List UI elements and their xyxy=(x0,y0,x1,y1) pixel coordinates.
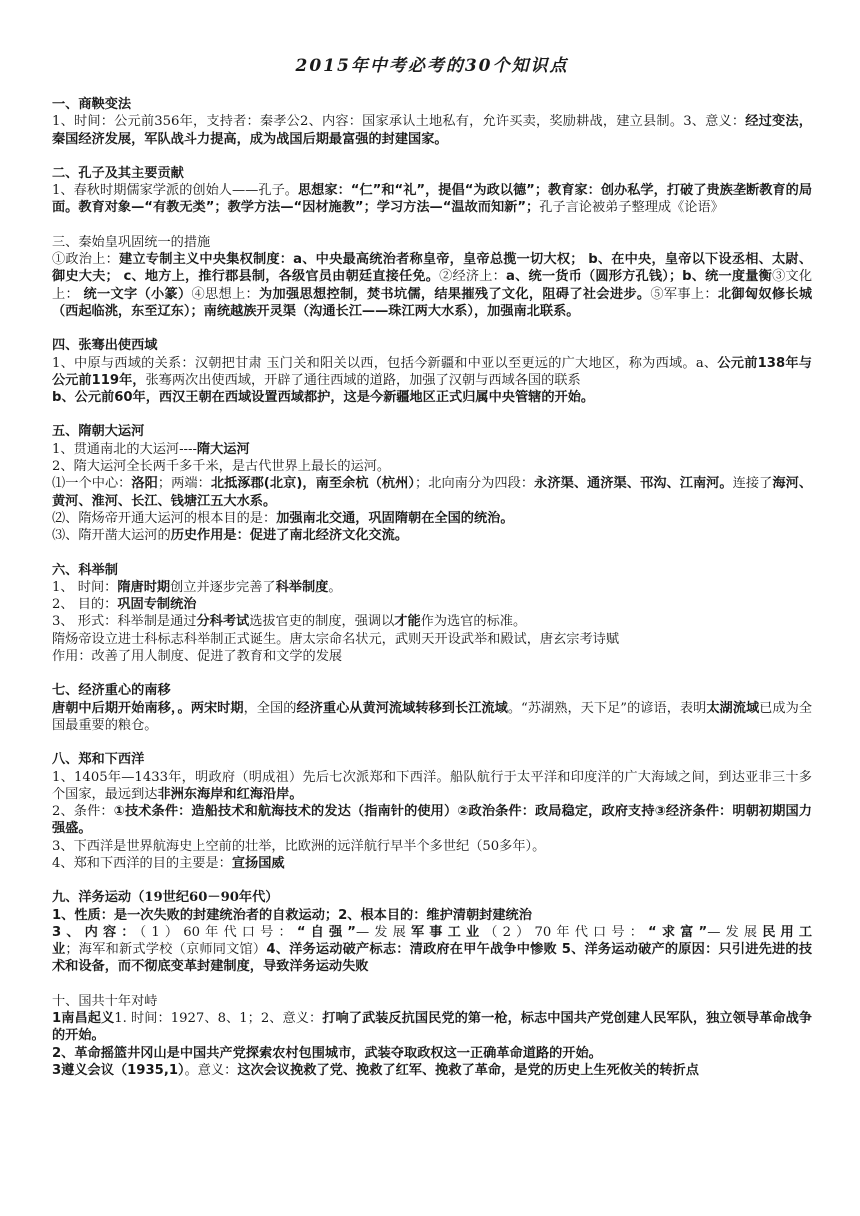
bold-text: 2、革命摇篮井冈山是中国共产党探索农村包围城市，武装夺取政权这一正确革命道路的开始。 xyxy=(52,1045,602,1061)
body-text: 1、1405年—1433年，明政府（明成祖）先后七次派郑和下西洋。船队航行于太平洋和印度洋的广大海域之间，到达亚非三十多个国家，最远到达 xyxy=(52,769,812,802)
body-text: （1）60年代口号： xyxy=(139,924,297,940)
bold-text: 唐朝中后期开始南移，。两宋时期 xyxy=(52,700,244,716)
section-paragraph xyxy=(52,613,812,630)
section-3 xyxy=(52,234,812,320)
body-text: 2、条件： xyxy=(52,804,114,820)
bold-text: 思想家：“仁”和“礼”，提倡“为政以德”；教育家：创办私学，打破了贵族垄断教育的局面。教育对象—“有教无类”；教学方法—“因材施教”；学习方法—“温故而知新”； xyxy=(52,183,813,216)
body-text: 隋炀帝设立进士科标志科举制正式诞生。唐太宗命名状元，武则天开设武举和殿试，唐玄宗考诗赋 xyxy=(52,631,620,647)
bold-text: 3遵义会议（1935,1） xyxy=(52,1062,185,1078)
section-paragraph xyxy=(52,855,812,872)
body-text: 孔子言论被弟子整理成《论语》 xyxy=(539,200,724,216)
section-7 xyxy=(52,682,812,734)
section-paragraph xyxy=(52,527,812,544)
section-paragraph xyxy=(52,355,812,390)
bold-text: 为加强思想控制，焚书坑儒，结果摧残了文化，阻碍了社会进步。 xyxy=(258,286,651,302)
section-5 xyxy=(52,423,812,544)
section-heading: 七、经济重心的南移 xyxy=(52,683,171,699)
section-6 xyxy=(52,562,812,666)
section-paragraph xyxy=(52,579,812,596)
body-text: 1、中原与西域的关系：汉朝把甘肃 玉门关和阳关以西，包括今新疆和中亚以至更远的广大地区，称为西域。a、 xyxy=(52,355,718,371)
section-paragraph xyxy=(52,389,812,406)
bold-text: 1、性质：是一次失败的封建统治者的自救运动；2、根本目的：维护清朝封建统治 xyxy=(52,907,532,923)
body-text: 作用：改善了用人制度、促进了教育和文学的发展 xyxy=(52,649,343,665)
body-text: 1、春秋时期儒家学派的创始人——孔子。 xyxy=(52,183,298,199)
body-text: —发展 xyxy=(707,924,763,940)
body-text: 2、 目的： xyxy=(52,597,118,613)
bold-text: b、公元前60年，西汉王朝在西域设置西域都护，这是今新疆地区正式归属中央管辖的开始。 xyxy=(52,390,595,406)
section-10 xyxy=(52,993,812,1079)
document-title: 2015年中考必考的30个知识点 xyxy=(295,56,569,76)
body-text: 。意义： xyxy=(184,1062,238,1078)
section-paragraph xyxy=(52,251,812,320)
bold-text: 经过变法，秦国经济发展，军队战斗力提高，成为战国后期最富强的封建国家。 xyxy=(52,114,812,147)
section-paragraph xyxy=(52,441,812,458)
bold-text: 4、洋务运动破产标志：清政府在甲午战争中惨败 5、洋务运动破产的原因：只引进先进的技术和设备，而不彻底变革封建制度，导致洋务运动失败 xyxy=(52,942,813,975)
bold-text: 历史作用是：促进了南北经济文化交流。 xyxy=(170,528,409,544)
section-heading: 五、隋朝大运河 xyxy=(52,424,145,440)
bold-text: a、统一货币（圆形方孔钱）；b、统一度量衡 xyxy=(506,269,773,285)
section-paragraph xyxy=(52,458,812,475)
body-text: 1、 时间： xyxy=(52,579,118,595)
bold-text: 隋大运河 xyxy=(196,441,250,457)
body-text: 创立并逐步完善了 xyxy=(170,579,276,595)
body-text: 1、贯通南北的大运河---- xyxy=(52,441,197,457)
section-8 xyxy=(52,751,812,872)
bold-text: 加强南北交通，巩固隋朝在全国的统治。 xyxy=(276,510,514,526)
section-paragraph xyxy=(52,648,812,665)
body-text: 4、郑和下西洋的目的主要是： xyxy=(52,855,232,871)
section-paragraph xyxy=(52,907,812,924)
section-paragraph xyxy=(52,838,812,855)
body-text: ③文化上： xyxy=(52,269,813,302)
section-heading: 十、国共十年对峙 xyxy=(52,993,158,1009)
bold-text: 经济重心从黄河流域转移到长江流域 xyxy=(296,700,508,716)
section-heading: 八、郑和下西洋 xyxy=(52,752,145,768)
section-paragraph xyxy=(52,1010,812,1045)
body-text: 2、隋大运河全长两千多千米，是古代世界上最长的运河。 xyxy=(52,459,391,475)
bold-text: 3、内容： xyxy=(52,924,140,940)
bold-text: 洛阳 xyxy=(131,476,158,492)
bold-text: 才能 xyxy=(394,614,421,630)
bold-text: 民用工业 xyxy=(52,924,813,958)
bold-text: 巩固专制统治 xyxy=(117,597,197,613)
section-1 xyxy=(52,96,812,148)
body-text: 1. 时间：1927、8、1；2、意义： xyxy=(114,1011,323,1027)
section-paragraph xyxy=(52,631,812,648)
body-text: ⑶、隋开凿大运河的 xyxy=(52,528,171,544)
bold-text: 北御匈奴修长城（西起临洮，东至辽东）；南统越族开灵渠（沟通长江——珠江两大水系），加强南北联系。 xyxy=(52,286,813,319)
bold-text: 永济渠、通济渠、邗沟、江南河。 xyxy=(534,476,733,492)
body-text: 作为选官的标准。 xyxy=(420,614,527,630)
body-text: ；两端： xyxy=(157,476,211,492)
bold-text: 非洲东海岸和红海沿岸。 xyxy=(157,786,303,802)
bold-text: 太湖流域 xyxy=(706,700,760,716)
section-heading: 一、商鞅变法 xyxy=(52,97,132,112)
section-heading: 三、秦始皇巩固统一的措施 xyxy=(52,234,211,250)
section-heading: 四、张骞出使西域 xyxy=(52,338,158,354)
body-text: ；海军和新式学校（京师同文馆） xyxy=(65,942,267,958)
body-text: ；北向南分为四段： xyxy=(414,476,535,492)
bold-text: 科举制度 xyxy=(275,579,329,595)
bold-text: 这次会议挽救了党、挽救了红军、挽救了革命，是党的历史上生死攸关的转折点 xyxy=(237,1062,699,1078)
body-text: ⑵、隋炀帝开通大运河的根本目的是： xyxy=(52,510,277,526)
body-text: 3、下西洋是世界航海史上空前的壮举，比欧洲的远洋航行早半个多世纪（50多年）。 xyxy=(52,838,546,854)
section-4 xyxy=(52,337,812,406)
body-text: 。“苏湖熟，天下足”的谚语，表明 xyxy=(507,700,707,716)
section-paragraph xyxy=(52,182,812,217)
section-paragraph xyxy=(52,113,812,148)
body-text: ②经济上： xyxy=(439,269,506,285)
bold-text: 统一文字（小篆） xyxy=(83,286,192,302)
section-paragraph xyxy=(52,803,812,838)
bold-text: 隋唐时期 xyxy=(117,579,171,595)
bold-text: 军事工业 xyxy=(410,924,485,940)
body-text: 连接了 xyxy=(732,476,773,492)
body-text: ⑴一个中心： xyxy=(52,476,132,492)
bold-text: ①技术条件：造船技术和航海技术的发达（指南针的使用）②政治条件：政局稳定，政府支持③经济条件：明朝初期国力强盛。 xyxy=(52,804,812,837)
section-paragraph xyxy=(52,769,812,804)
bold-text: 打响了武装反抗国民党的第一枪，标志中国共产党创建人民军队，独立领导革命战争的开始。 xyxy=(52,1011,812,1044)
body-text: ①政治上： xyxy=(52,252,119,268)
section-heading: 二、孔子及其主要贡献 xyxy=(52,165,184,181)
section-2 xyxy=(52,165,812,217)
section-paragraph xyxy=(52,510,812,527)
bold-text: 1南昌起义 xyxy=(52,1011,115,1027)
body-text: ⑤军事上： xyxy=(650,286,718,302)
bold-text: 海河、黄河、淮河、长江、钱塘江五大水系。 xyxy=(52,476,813,509)
section-paragraph xyxy=(52,1045,812,1062)
section-paragraph xyxy=(52,596,812,613)
section-paragraph xyxy=(52,475,812,510)
section-paragraph xyxy=(52,1062,812,1079)
body-text: 选拔官吏的制度，强调以 xyxy=(249,614,395,630)
section-heading: 六、科举制 xyxy=(52,562,118,578)
body-text: 已成为全国最重要的粮仓。 xyxy=(52,700,813,733)
body-text: 3、 形式：科举制是通过 xyxy=(52,614,197,630)
bold-text: 公元前138年与公元前119年， xyxy=(52,355,812,388)
section-paragraph xyxy=(52,700,812,735)
body-text: 张骞两次出使西域，开辟了通往西域的道路，加强了汉朝与西域各国的联系 xyxy=(145,372,581,388)
bold-text: 宣扬国威 xyxy=(231,855,285,871)
section-9 xyxy=(52,889,812,975)
body-text: 1、时间：公元前356年，支持者：秦孝公2、内容：国家承认土地私有，允许买卖，奖励耕战，建立县制。3、意义： xyxy=(52,114,746,130)
body-text: ，全国的 xyxy=(243,700,297,716)
body-text: —发展 xyxy=(355,924,411,940)
body-text: 。 xyxy=(328,579,342,595)
sections-container xyxy=(52,96,812,1079)
bold-text: 建立专制主义中央集权制度：a、中央最高统治者称皇帝，皇帝总揽一切大权； b、在中央，皇帝以下设丞相、太尉、御史大夫； c、地方上，推行郡县制，各级官员由朝廷直接任免。 xyxy=(52,252,813,285)
section-paragraph xyxy=(52,924,812,976)
bold-text: “求富” xyxy=(648,924,708,940)
body-text: （2）70年代口号： xyxy=(484,924,649,940)
section-heading: 九、洋务运动（19世纪60－90年代） xyxy=(52,890,279,906)
bold-text: 北抵涿郡(北京)，南至余杭（杭州） xyxy=(210,476,415,492)
bold-text: 分科考试 xyxy=(196,614,250,630)
bold-text: “自强” xyxy=(296,924,356,940)
body-text: ④思想上： xyxy=(191,286,259,302)
